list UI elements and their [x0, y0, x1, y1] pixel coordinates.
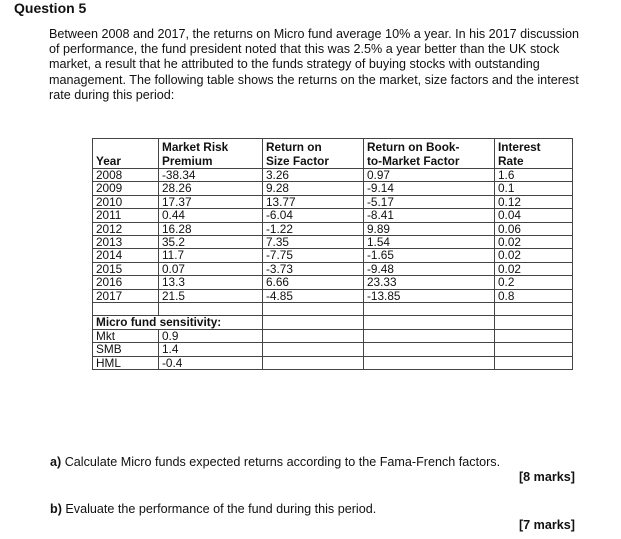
table-cell: -38.34: [159, 169, 263, 182]
table-cell: 2013: [93, 236, 159, 249]
table-cell: 0.02: [495, 249, 573, 262]
table-cell: 0.04: [495, 209, 573, 222]
table-cell: 2011: [93, 209, 159, 222]
table-cell: 2014: [93, 249, 159, 262]
empty-cell: [495, 356, 573, 369]
table-row: [93, 276, 573, 289]
table-cell: 16.28: [159, 222, 263, 235]
table-cell: 0.2: [495, 276, 573, 289]
table-cell: 0.02: [495, 262, 573, 275]
header-interest-rate: Interest Rate: [495, 139, 573, 169]
table-cell: 0.8: [495, 289, 573, 302]
table-cell: -1.22: [263, 222, 364, 235]
empty-cell: [263, 329, 364, 342]
table-row: [93, 222, 573, 235]
table-row: [93, 249, 573, 262]
empty-cell: [364, 329, 495, 342]
sensitivity-title-row: [93, 316, 573, 329]
empty-cell: [495, 329, 573, 342]
table-cell: -13.85: [364, 289, 495, 302]
table-cell: -9.14: [364, 182, 495, 195]
table-row: [93, 169, 573, 182]
table-cell: 9.28: [263, 182, 364, 195]
table-header-row: [93, 139, 573, 169]
sensitivity-value: 1.4: [159, 343, 263, 356]
table-cell: 2016: [93, 276, 159, 289]
header-size-factor: Return on Size Factor: [263, 139, 364, 169]
table-cell: 1.6: [495, 169, 573, 182]
sensitivity-row: [93, 329, 573, 342]
table-cell: 23.33: [364, 276, 495, 289]
table-cell: 13.3: [159, 276, 263, 289]
table-cell: 0.44: [159, 209, 263, 222]
question-a-label: a): [50, 455, 62, 469]
table-cell: 13.77: [263, 195, 364, 208]
sensitivity-value: -0.4: [159, 356, 263, 369]
table-cell: 0.07: [159, 262, 263, 275]
sensitivity-factor: HML: [93, 356, 159, 369]
table-cell: 2008: [93, 169, 159, 182]
empty-cell: [263, 343, 364, 356]
question-b: [50, 502, 376, 516]
table-cell: -9.48: [364, 262, 495, 275]
question-title: Question 5: [14, 0, 87, 16]
table-cell: 0.06: [495, 222, 573, 235]
table-row: [93, 182, 573, 195]
spacer-row: [93, 303, 573, 316]
table-cell: -7.75: [263, 249, 364, 262]
sensitivity-title: Micro fund sensitivity:: [93, 316, 263, 329]
question-a-marks: [8 marks]: [518, 470, 575, 484]
table-cell: 21.5: [159, 289, 263, 302]
table-cell: -8.41: [364, 209, 495, 222]
question-b-label: b): [50, 502, 62, 516]
header-market-risk-premium: Market Risk Premium: [159, 139, 263, 169]
table-cell: 6.66: [263, 276, 364, 289]
table-cell: 2009: [93, 182, 159, 195]
empty-cell: [364, 343, 495, 356]
table-cell: 11.7: [159, 249, 263, 262]
table-cell: 0.1: [495, 182, 573, 195]
table-row: [93, 289, 573, 302]
question-a-text: Calculate Micro funds expected returns according to the Fama-French factors.: [64, 455, 501, 469]
table-row: [93, 195, 573, 208]
table-cell: 2015: [93, 262, 159, 275]
sensitivity-row: [93, 343, 573, 356]
sensitivity-row: [93, 356, 573, 369]
table-row: [93, 236, 573, 249]
table-cell: 0.97: [364, 169, 495, 182]
empty-cell: [364, 356, 495, 369]
table-row: [93, 209, 573, 222]
table-cell: 17.37: [159, 195, 263, 208]
table-cell: 28.26: [159, 182, 263, 195]
table-row: [93, 262, 573, 275]
table-cell: 2010: [93, 195, 159, 208]
empty-cell: [263, 356, 364, 369]
header-book-to-market: Return on Book- to-Market Factor: [364, 139, 495, 169]
question-b-marks: [7 marks]: [518, 518, 575, 532]
table-cell: 0.12: [495, 195, 573, 208]
table-cell: 35.2: [159, 236, 263, 249]
sensitivity-factor: Mkt: [93, 329, 159, 342]
sensitivity-value: 0.9: [159, 329, 263, 342]
table-cell: -5.17: [364, 195, 495, 208]
table-cell: 3.26: [263, 169, 364, 182]
question-b-text: Evaluate the performance of the fund during this period.: [65, 502, 377, 516]
table-cell: -3.73: [263, 262, 364, 275]
header-year: Year: [93, 139, 159, 169]
table-cell: -1.65: [364, 249, 495, 262]
table-cell: -4.85: [263, 289, 364, 302]
question-a: [50, 455, 500, 469]
table-cell: 7.35: [263, 236, 364, 249]
table-cell: 2012: [93, 222, 159, 235]
table-cell: 9.89: [364, 222, 495, 235]
sensitivity-factor: SMB: [93, 343, 159, 356]
table-cell: 1.54: [364, 236, 495, 249]
table-cell: 2017: [93, 289, 159, 302]
table-cell: -6.04: [263, 209, 364, 222]
returns-table: [92, 138, 573, 370]
empty-cell: [495, 343, 573, 356]
table-cell: 0.02: [495, 236, 573, 249]
question-intro: Between 2008 and 2017, the returns on Micro fund average 10% a year. In his 2017 discussion of performance, the fund president noted that this was 2.5% a year better than the UK stock market, a result that he attributed to the funds strategy of buying stocks with outstanding management. The following table shows the returns on the market, size factors and the interest rate during this period:: [49, 27, 579, 102]
